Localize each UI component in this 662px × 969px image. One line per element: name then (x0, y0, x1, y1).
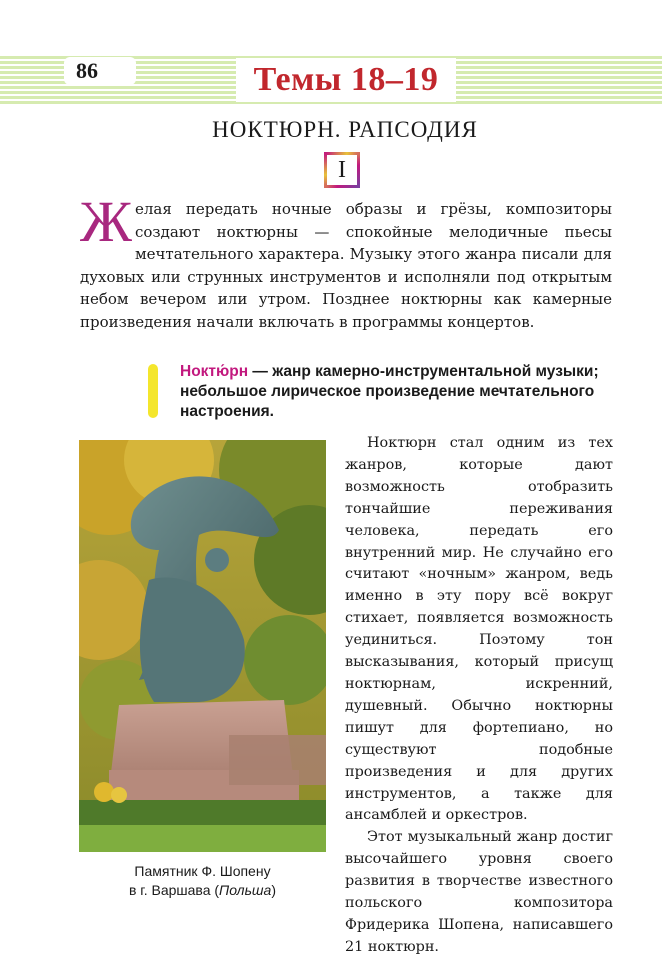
section-title: НОКТЮРН. РАПСОДИЯ (212, 117, 478, 142)
caption-country: Польша (219, 882, 272, 898)
caption-line-1: Памятник Ф. Шопену (134, 863, 271, 879)
definition-box (180, 362, 612, 422)
definition-term: Ноктю́рн (180, 363, 249, 380)
chopin-monument-photo (79, 440, 326, 852)
body-paragraph-2: Этот музыкальный жанр достиг высочайшего уровня своего развития в творчестве известного польского композитора Фридерика Шопена, написавшего 21 ноктюрн. (345, 829, 613, 955)
definition-marker-bar (148, 364, 158, 418)
topic-title: Темы 18–19 (236, 58, 456, 102)
drop-cap: Ж (80, 189, 132, 254)
photo-caption (79, 862, 326, 900)
page-number: 86 (64, 57, 136, 85)
intro-paragraph (80, 189, 612, 333)
body-text-column (345, 433, 613, 959)
roman-numeral-badge: I (324, 152, 360, 188)
body-paragraph-1: Ноктюрн стал одним из тех жанров, которые дают возможность отобразить тончайшие переживания человека, передать его внутренний мир. Не случайно его считают «ночным» жанром, ведь именно в эту пору всё вокруг стихает, появляется возможность уединиться. Поэтому тон высказывания, который присущ ноктюрнам, искренний, душевный. Обычно ноктюрны пишут для фортепиано, но существуют подобные произведения и для других инструментов, а также для ансамблей и оркестров. (345, 435, 613, 824)
caption-line-2: в г. Варшава (Польша) (128, 882, 277, 898)
intro-text: елая передать ночные образы и грёзы, композиторы создают ноктюрны — спокойные мелодичные пьесы мечтательного характера. Музыку этого жанра писали для духовых или струнных инструментов и исполняли под открытым небом вечером или утром. Позднее ноктюрны как камерные произведения начали включать в программы концертов. (80, 200, 612, 331)
definition-text: — жанр камерно-инструментальной музыки; небольшое лирическое произведение мечтательного настроения. (180, 363, 599, 420)
